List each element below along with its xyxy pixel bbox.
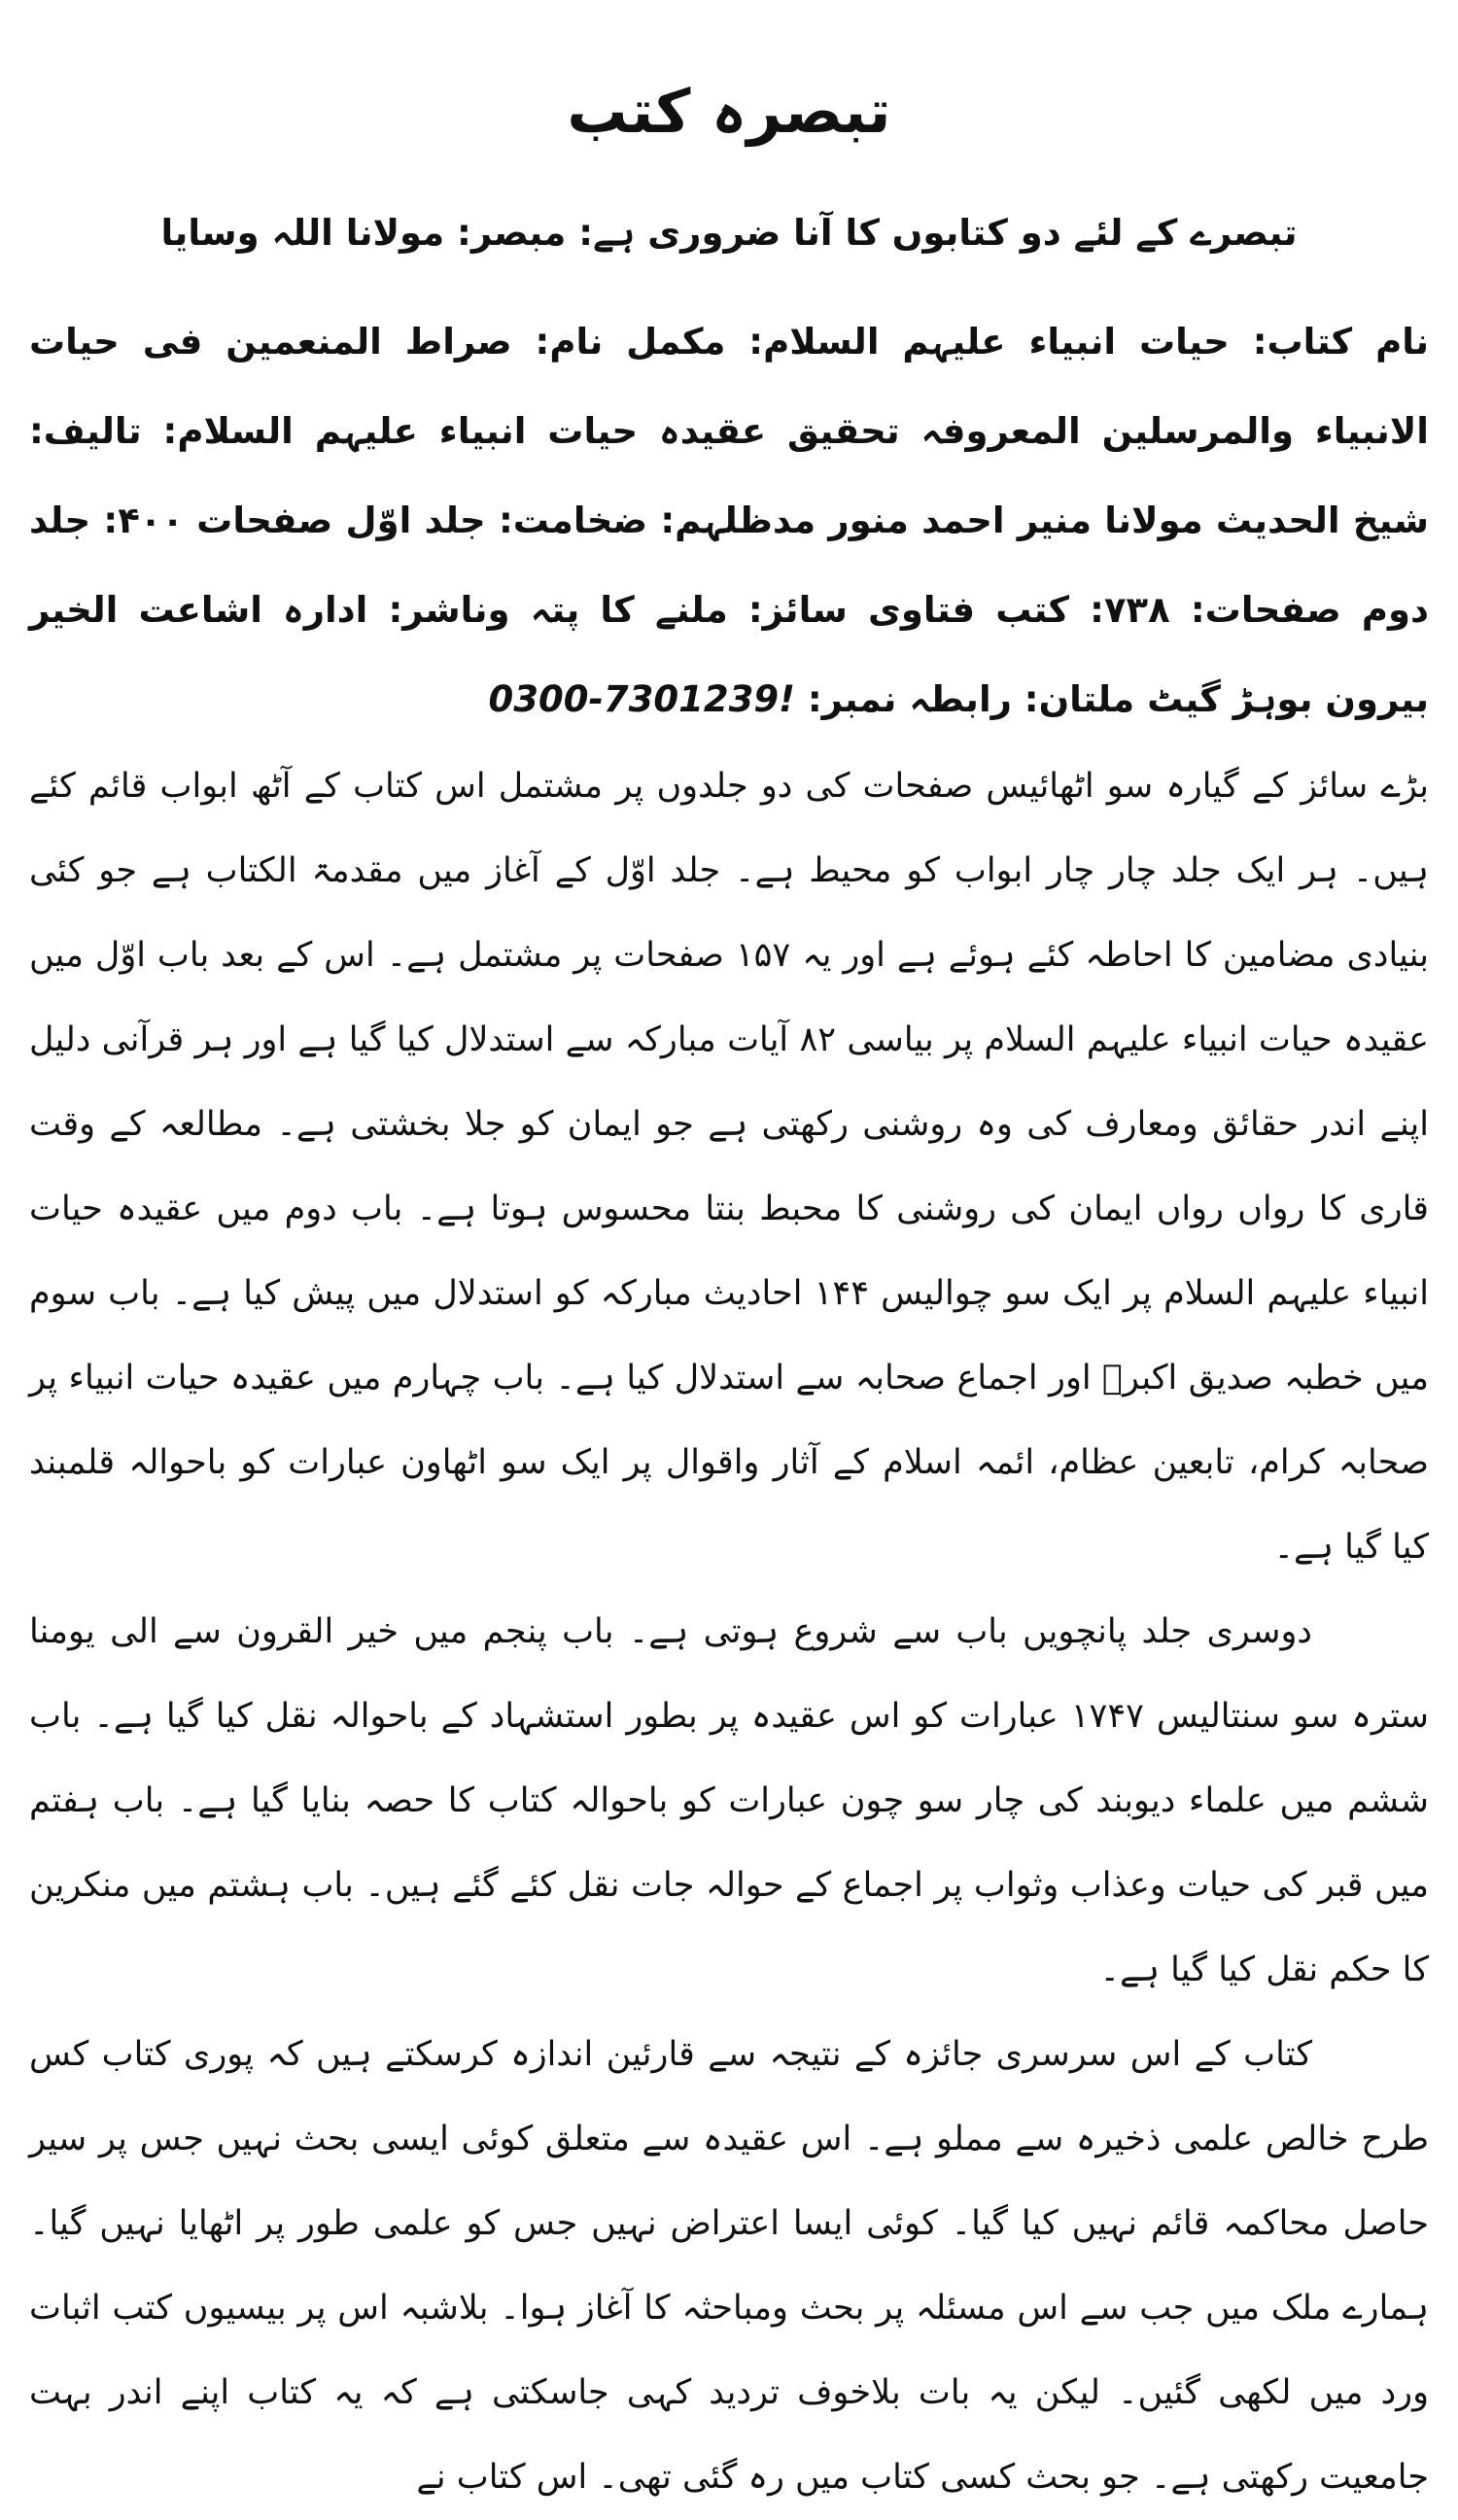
book-details: [29, 297, 1429, 744]
review-paragraph-1: بڑے سائز کے گیارہ سو اٹھائیس صفحات کی دو جلدوں پر مشتمل اس کتاب کے آٹھ ابواب قائم کئے ہیں۔ ہر ایک جلد چار چار ابواب کو محیط ہے۔ جلد اوّل کے آغاز میں مقدمۃ الکتاب ہے جو کئی بنیادی مضامین کا احاطہ کئے ہوئے ہے اور یہ ۱۵۷ صفحات پر مشتمل ہے۔ اس کے بعد باب اوّل میں عقیدہ حیات انبیاء علیہم السلام پر بیاسی ۸۲ آیات مبارکہ سے استدلال کیا گیا ہے اور ہر قرآنی دلیل اپنے اندر حقائق ومعارف کی وہ روشنی رکھتی ہے جو ایمان کو جلا بخشتی ہے۔ مطالعہ کے وقت قاری کا رواں رواں ایمان کی روشنی کا محبط بنتا محسوس ہوتا ہے۔ باب دوم میں عقیدہ حیات انبیاء علیہم السلام پر ایک سو چوالیس ۱۴۴ احادیث مبارکہ کو استدلال میں پیش کیا ہے۔ باب سوم میں خطبہ صدیق اکبرؓ اور اجماع صحابہ سے استدلال کیا ہے۔ باب چہارم میں عقیدہ حیات انبیاء پر صحابہ کرام، تابعین عظام، ائمہ اسلام کے آثار واقوال پر ایک سو اٹھاون عبارات کو باحوالہ قلمبند کیا گیا ہے۔: [29, 767, 1429, 1567]
contact-phone: 0300-7301239!: [488, 678, 795, 720]
book-details-text: نام کتاب: حیات انبیاء علیہم السلام: مکمل نام: صراط المنعمین فی حیات الانبیاء والمرسلین المعروفہ تحقیق عقیدہ حیات انبیاء علیہم السلام: تالیف: شیخ الحدیث مولانا منیر احمد منور مدظلہم: ضخامت: جلد اوّل صفحات ۴۰۰: جلد دوم صفحات: ۷۳۸: کتب فتاوی سائز: ملنے کا پتہ وناشر: ادارہ اشاعت الخیر بیرون بوہڑ گیٹ ملتان: رابطہ نمبر:: [29, 321, 1429, 720]
review-paragraph-2: دوسری جلد پانچویں باب سے شروع ہوتی ہے۔ باب پنجم میں خیر القرون سے الی یومنا سترہ سو سنتالیس ۱۷۴۷ عبارات کو اس عقیدہ پر بطور استشہاد کے باحوالہ نقل کیا گیا ہے۔ باب ششم میں علماء دیوبند کی چار سو چون عبارات کو باحوالہ کتاب کا حصہ بنایا گیا ہے۔ باب ہفتم میں قبر کی حیات وعذاب وثواب پر اجماع کے حوالہ جات نقل کئے گئے ہیں۔ باب ہشتم میں منکرین کا حکم نقل کیا گیا ہے۔: [29, 1612, 1429, 1989]
page-title: تبصرہ کتب: [567, 76, 891, 147]
review-paragraph-3: کتاب کے اس سرسری جائزہ کے نتیجہ سے قارئین اندازہ کرسکتے ہیں کہ پوری کتاب کس طرح خالص علمی ذخیرہ سے مملو ہے۔ اس عقیدہ سے متعلق کوئی ایسی بحث نہیں جس پر سیر حاصل محاکمہ قائم نہیں کیا گیا۔ کوئی ایسا اعتراض نہیں جس کو علمی طور پر اٹھایا نہیں گیا۔ ہمارے ملک میں جب سے اس مسئلہ پر بحث ومباحثہ کا آغاز ہوا۔ بلاشبہ اس پر بیسیوں کتب اثبات ورد میں لکھی گئیں۔ لیکن یہ بات بلاخوف تردید کہی جاسکتی ہے کہ یہ کتاب اپنے اندر بہت جامعیت رکھتی ہے۔ جو بحث کسی کتاب میں رہ گئی تھی۔ اس کتاب نے: [29, 2035, 1429, 2497]
book-review-page: [29, 68, 1429, 2520]
review-subheading: تبصرے کے لئے دو کتابوں کا آنا ضروری ہے: مبصر: مولانا اللہ وسایا: [160, 212, 1298, 254]
